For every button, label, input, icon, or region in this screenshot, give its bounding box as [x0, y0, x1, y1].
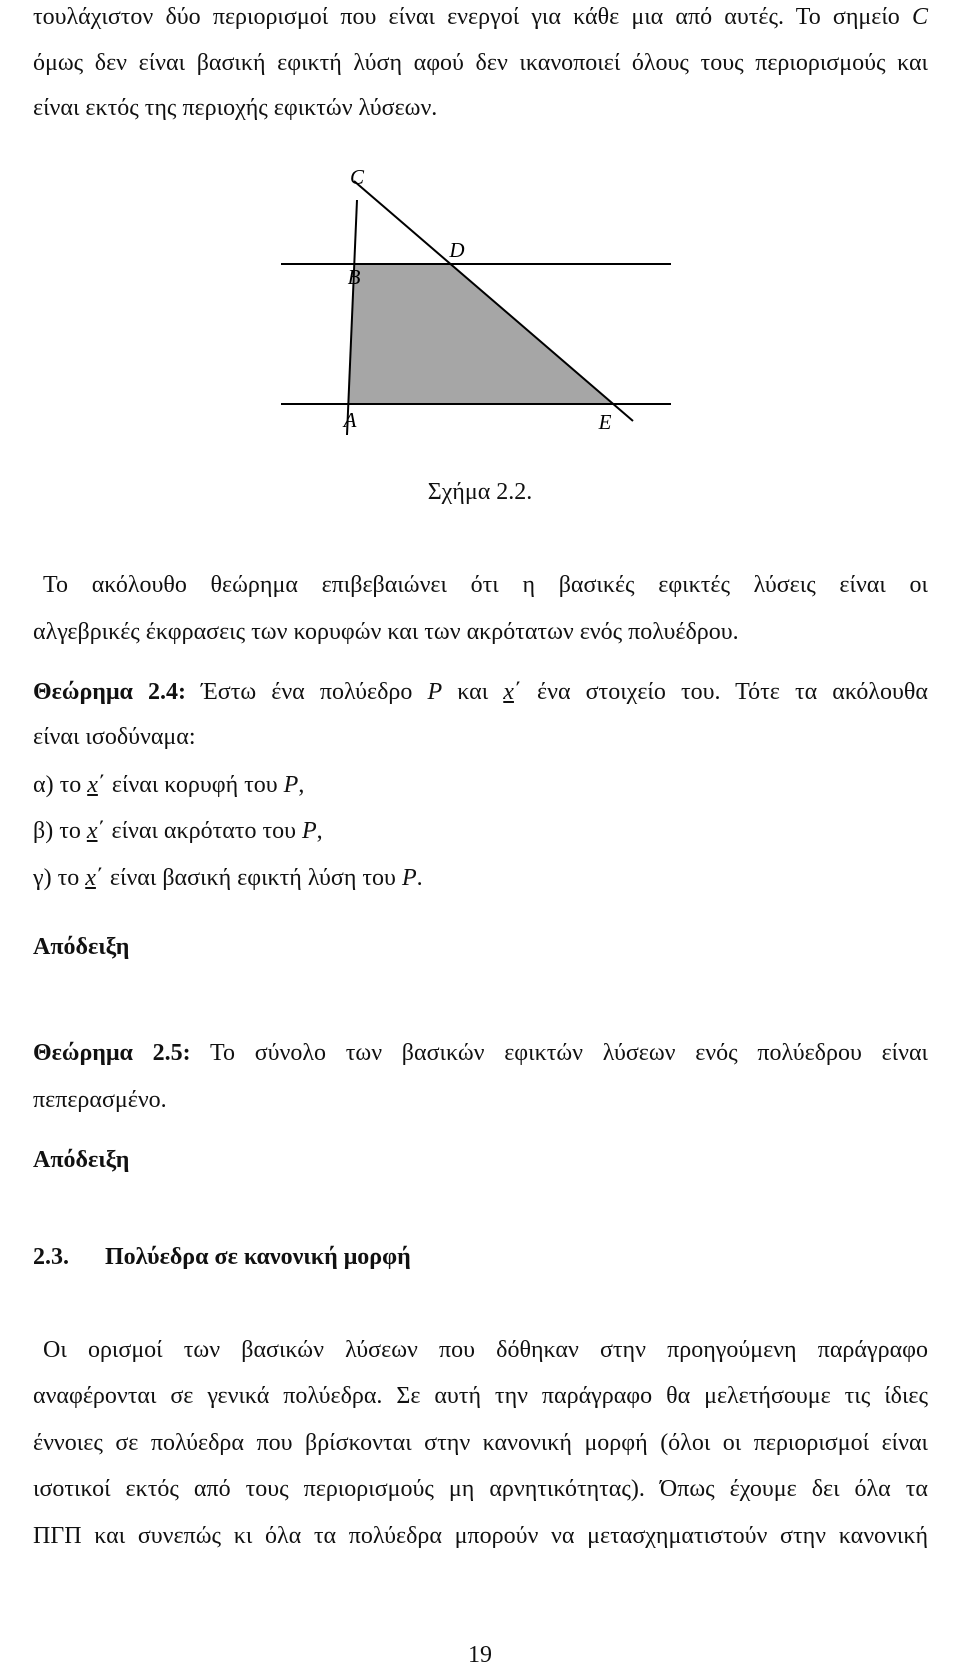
theorem-2-4: Θεώρημα 2.4: Έστω ένα πολύεδρο P και x΄ ένα στοιχείο του. Τότε τα ακόλουθα — [33, 679, 928, 705]
text-line: ΠΓΠ και συνεπώς κι όλα τα πολύεδρα μπορούν να μετασχηματιστούν στην κανονική — [33, 1523, 928, 1549]
feasible-region — [349, 264, 613, 404]
label-B: B — [347, 265, 361, 289]
section-heading: 2.3. Πολύεδρα σε κανονική μορφή — [33, 1244, 411, 1270]
list-item: β) το x΄ είναι ακρότατο του P, — [33, 818, 323, 844]
text-line: Οι ορισμοί των βασικών λύσεων που δόθηκαν στην προηγούμενη παράγραφο — [43, 1337, 928, 1363]
proof-heading: Απόδειξη — [33, 1147, 130, 1173]
text-line: όμως δεν είναι βασική εφικτή λύση αφού δεν ικανοποιεί όλους τους περιορισμούς και — [33, 50, 928, 76]
text-line: τουλάχιστον δύο περιορισμοί που είναι ενεργοί για κάθε μια από αυτές. Το σημείο C — [33, 4, 928, 30]
figure-polyhedron-diagram — [0, 0, 960, 440]
page-number: 19 — [468, 1642, 492, 1668]
theorem-2-5: Θεώρημα 2.5: Το σύνολο των βασικών εφικτών λύσεων ενός πολύεδρου είναι — [33, 1040, 928, 1066]
text-line: πεπερασμένο. — [33, 1087, 167, 1113]
label-E: E — [598, 410, 612, 434]
list-item: γ) το x΄ είναι βασική εφικτή λύση του P. — [33, 865, 423, 891]
label-D: D — [449, 238, 465, 262]
label-C: C — [349, 165, 365, 189]
text-line: Το ακόλουθο θεώρημα επιβεβαιώνει ότι η βασικές εφικτές λύσεις είναι οι — [43, 572, 928, 598]
list-item: α) το x΄ είναι κορυφή του P, — [33, 772, 305, 798]
figure-caption: Σχήμα 2.2. — [427, 479, 533, 505]
text-line: είναι ισοδύναμα: — [33, 724, 196, 750]
label-A: A — [343, 408, 357, 432]
text-line: αλγεβρικές έκφρασεις των κορυφών και των ακρότατων ενός πολυέδρου. — [33, 619, 739, 645]
proof-heading: Απόδειξη — [33, 934, 130, 960]
text-line: έννοιες σε πολύεδρα που βρίσκονται στην κανονική μορφή (όλοι οι περιορισμοί είναι — [33, 1430, 928, 1456]
text-line: ισοτικοί εκτός από τους περιορισμούς μη αρνητικότητας). Όπως έχουμε δει όλα τα — [33, 1476, 928, 1502]
text-line: είναι εκτός της περιοχής εφικτών λύσεων. — [33, 95, 438, 121]
text-line: αναφέρονται σε γενικά πολύεδρα. Σε αυτή την παράγραφο θα μελετήσουμε τις ίδιες — [33, 1383, 928, 1409]
